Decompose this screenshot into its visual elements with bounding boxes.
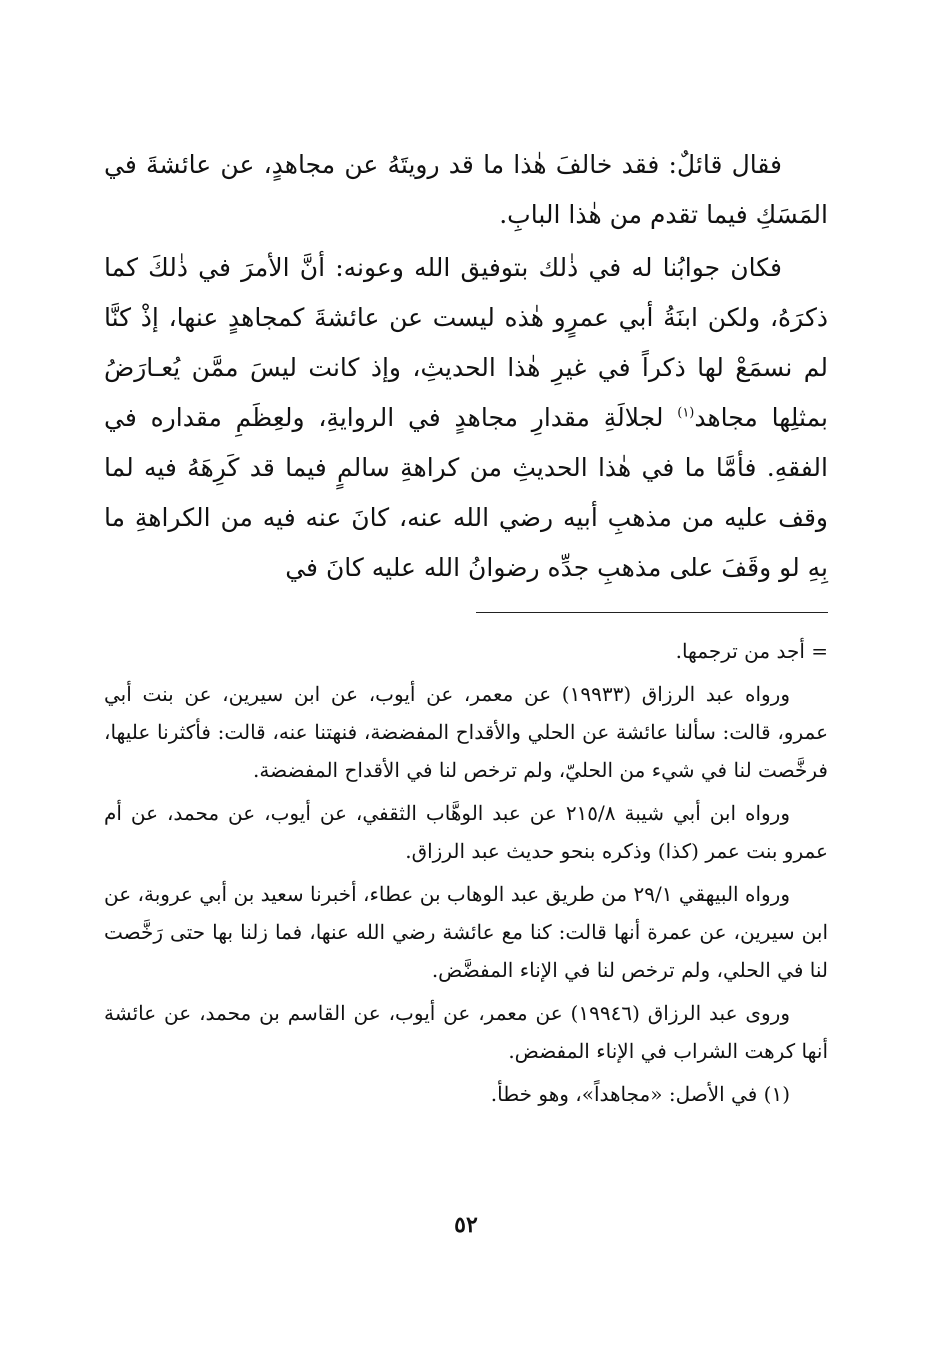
main-paragraph-2-part-2: لجلالَةِ مقدارِ مجاهدٍ في الروايةِ، ولعِظَمِ مقداره في الفقهِ. فأمَّا ما في هٰذا الحديثِ من كراهةِ سالمٍ فيما قد كَرِهَهُ فيه لما وقف عليه من مذهبِ أبيه رضي الله عنه، كانَ عنه فيه من الكراهةِ ما بِهِ لو وقَفَ على مذهبِ جدِّه رضوانُ الله عليه كانَ في [104, 403, 828, 582]
main-text [104, 140, 828, 596]
page-number: ٥٢ [454, 1212, 478, 1238]
main-paragraph-2 [104, 243, 828, 593]
footnote-paragraph-3: ورواه البيهقي ٢٩/١ من طريق عبد الوهاب بن عطاء، أخبرنا سعيد بن أبي عروبة، عن ابن سيرين، عن عمرة أنها قالت: كنا مع عائشة رضي الله عنها، فما زلنا بها حتى رَخَّصت لنا في الحلي، ولم ترخص لنا في الإناء المفضَّض. [104, 882, 828, 982]
footnote-1: (١) في الأصل: «مجاهداً»، وهو خطأ. [490, 1082, 790, 1106]
main-paragraph-2-part-1: فكان جوابُنا له في ذٰلك بتوفيق الله وعونه: أنَّ الأمرَ في ذٰلكَ كما ذكرَهُ، ولكن ابنَةُ أبي عمرٍو هٰذه ليست عن عائشةَ كمجاهدٍ عنها، إذْ كنَّا لم نسمَعْ لها ذكراً في غيرِ هٰذا الحديثِ، وإذ كانت ليسَ ممَّن يُعـارَضُ بمثلِها مجاهد [104, 253, 828, 432]
footnote-paragraph-2: ورواه ابن أبي شيبة ٢١٥/٨ عن عبد الوهَّاب الثقفي، عن أيوب، عن محمد، عن أم عمرو بنت عمر (كذا) وذكره بنحو حديث عبد الرزاق. [104, 801, 828, 863]
footnote-separator [476, 612, 828, 613]
footnote-paragraph-1: ورواه عبد الرزاق (١٩٩٣٣) عن معمر، عن أيوب، عن ابن سيرين، عن بنت أبي عمرو، قالت: سألنا عائشة عن الحلي والأقداح المفضضة، فنهتنا عنه، قالت: فأكثرنا عليها، فرخَّصت لنا في شيء من الحليّ، ولم ترخص لنا في الأقداح المفضضة. [104, 682, 828, 782]
main-paragraph-1: فقال قائلٌ: فقد خالفَ هٰذا ما قد رويتَهُ عن مجاهدٍ، عن عائشةَ في المَسَكِ فيما تقدم من هٰذا البابِ. [104, 150, 828, 229]
footnote-paragraph-4: وروى عبد الرزاق (١٩٩٤٦) عن معمر، عن أيوب، عن القاسم بن محمد، عن عائشة أنها كرهت الشراب في الإناء المفضض. [104, 1001, 828, 1063]
footnote-reference[interactable]: (١) [677, 405, 695, 421]
footnote-continuation: = أجد من ترجمها. [675, 639, 828, 663]
footnotes [104, 632, 828, 1118]
